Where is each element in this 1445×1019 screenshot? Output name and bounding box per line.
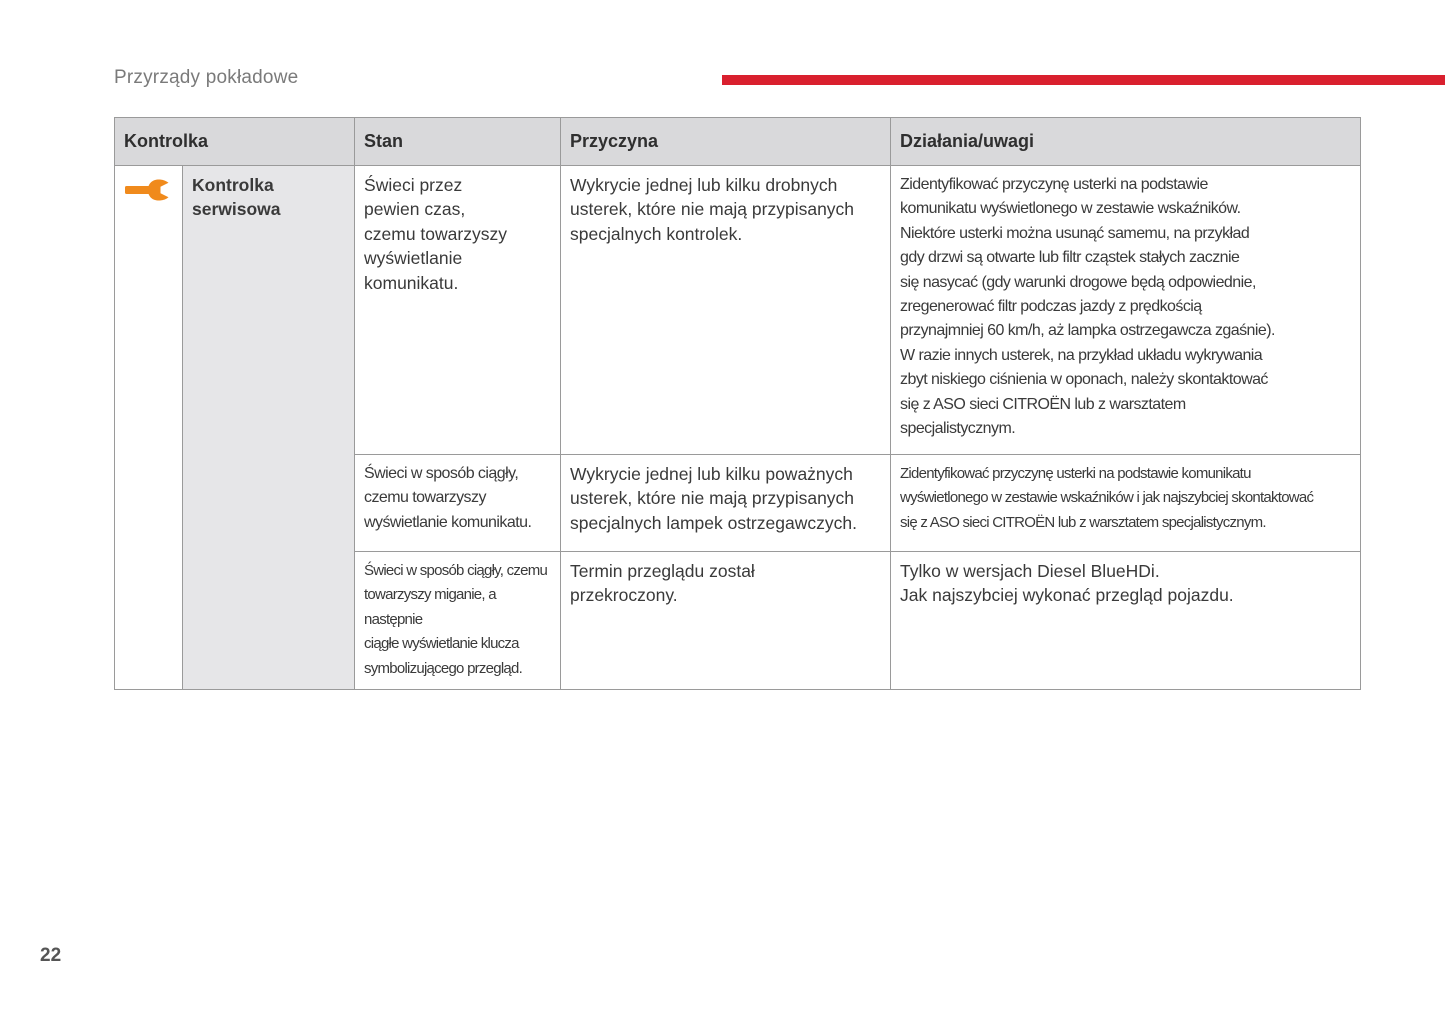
row-1-stan: Świeci przez pewien czas, czemu towarzyszy wyświetlanie komunikatu. xyxy=(355,166,561,455)
row-1-dzialania: Zidentyfikować przyczynę usterki na podstawie komunikatu wyświetlonego w zestawie wskaźników. Niektóre usterki można usunąć samemu, na przykład gdy drzwi są otwarte lub filtr cząstek stałych zacznie się nasycać (gdy warunki drogowe będą odpowiednie, zregenerować filtr podczas jazdy z prędkością przynajmniej 60 km/h, aż lampka ostrzegawcza zgaśnie). W razie innych usterek, na przykład układu wykrywania zbyt niskiego ciśnienia w oponach, należy skontaktować się z ASO sieci CITROËN lub z warsztatem specjalistycznym. xyxy=(891,166,1361,455)
row-3-dzialania: Tylko w wersjach Diesel BlueHDi. Jak najszybciej wykonać przegląd pojazdu. xyxy=(891,552,1361,690)
row-2-dzialania: Zidentyfikować przyczynę usterki na podstawie komunikatu wyświetlonego w zestawie wskaźników i jak najszybciej skontaktować się z ASO sieci CITROËN lub z warsztatem specjalistycznym. xyxy=(891,455,1361,552)
row-3-stan: Świeci w sposób ciągły, czemu towarzyszy miganie, a następnie ciągłe wyświetlanie klucza symbolizującego przegląd. xyxy=(355,552,561,690)
indicator-icon-cell xyxy=(115,166,183,690)
header-accent-bar xyxy=(722,75,1445,85)
row-3-przyczyna: Termin przeglądu został przekroczony. xyxy=(561,552,891,690)
warning-lights-table xyxy=(114,117,1361,690)
table-row xyxy=(115,166,1361,455)
row-1-przyczyna: Wykrycie jednej lub kilku drobnych usterek, które nie mają przypisanych specjalnych kontrolek. xyxy=(561,166,891,455)
column-header-kontrolka: Kontrolka xyxy=(115,118,355,166)
column-header-stan: Stan xyxy=(355,118,561,166)
table-header-row xyxy=(115,118,1361,166)
indicator-name: Kontrolka serwisowa xyxy=(183,166,355,690)
column-header-dzialania: Działania/uwagi xyxy=(891,118,1361,166)
page-number: 22 xyxy=(40,945,62,966)
column-header-przyczyna: Przyczyna xyxy=(561,118,891,166)
row-2-przyczyna: Wykrycie jednej lub kilku poważnych usterek, które nie mają przypisanych specjalnych lampek ostrzegawczych. xyxy=(561,455,891,552)
section-title: Przyrządy pokładowe xyxy=(114,67,299,88)
wrench-icon xyxy=(123,178,173,202)
row-2-stan: Świeci w sposób ciągły, czemu towarzyszy wyświetlanie komunikatu. xyxy=(355,455,561,552)
